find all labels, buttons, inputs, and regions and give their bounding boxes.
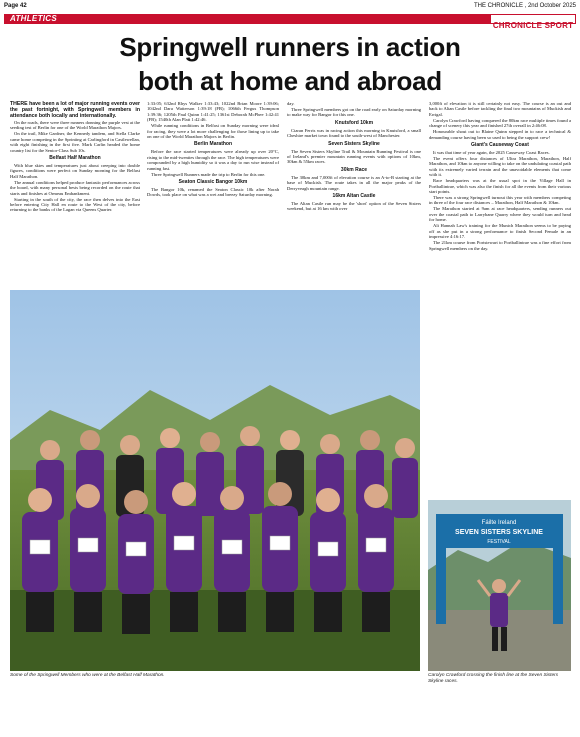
paragraph: The Seven Sisters Skyline Trail & Mountain Running Festival is one of Ireland's premier mountain running events with options of 10km, 30km & 55km races. [287,148,421,165]
paragraph: There was a strong Springwell turnout this year with members competing in three of the four race distances – Marathon, Half Marathon & 10km. [429,195,571,206]
paragraph: The 21km course from Portstewart to Portballintrae was a fine effort from Springwell members on the day. [429,240,571,251]
photo-caption: Some of the Springwell Members who were at the Belfast Half Marathon. [10,673,165,678]
paragraph: 1:33:05; 632nd Rhys Walker 1:33:43; 1022nd Brian Moore 1:39:06; 1042nd Dara Watterson 1:39:18 (FB); 1066th Fergus Thompson 1:39:36; 1205th Paul Quinn 1:41:25; 1361st Deborah McPhee 1:42:41 (FB); 1540th Alan Platt 1:42:46. [147,101,279,123]
photo-caption: Carolyn Crawford crossing the finish line at the Seven Sisters Skyline races. [428,673,559,684]
paragraph: Honourable shout out to Blaine Quinn stepped in to race a technical & demanding course having been so used to being the support crew! [429,129,571,140]
headline [10,30,570,98]
banner-subtitle: FESTIVAL [487,539,511,545]
paragraph: Carolyn Crawford having conquered the 80km race multiple times found a change of scenery this year and finished 27th overall in 2:46:08. [429,117,571,129]
paragraph: The Altan Castle run may be the 'short' option of the Seven Sisters weekend, but at 16 km with over [287,201,421,212]
subheading: Giant's Causeway Coast [471,142,529,149]
section-label: ATHLETICS [10,14,57,23]
section-bar [4,14,576,30]
paragraph: The Bangor 10k, renamed the Seaton Classic 10k after Norah Dowds, took place on what was a wet and breezy Saturday morning. [147,187,279,198]
group-photo-illustration [10,290,420,671]
subheading: Knutsford 10km [334,119,374,126]
brand-box [490,14,576,30]
paragraph: Ali Hannah Law's training for the Munich Marathon seems to be paying off as she put in a strong performance to finish Second Female in an impressive 4:16:17. [429,223,571,240]
banner-title: SEVEN SISTERS SKYLINE [455,529,543,536]
paragraph: The event offers four distances of Ultra Marathon, Marathon, Half Marathon, and 10km to anyone willing to take on the undulating coastal path with its extremely varied terrain and the unavoidable elements that come with it. [429,156,571,178]
subheading: Seaton Classic Bangor 10km [178,179,248,186]
finish-line-photo [428,500,571,671]
banner-brand: Fáilte Ireland [481,520,517,526]
paragraph: Starting in the south of the city, the race then delves into the East before entering City Hall en route to the West of the city, before returning to the banks of the Lagan via Queens Quarter. [10,196,140,213]
paragraph: With blue skies and temperatures just about creeping into double figures, conditions were perfect on Sunday morning for the Belfast Half Marathon. [10,163,140,179]
subheading: Berlin Marathon [193,141,233,148]
publication-line: THE CHRONICLE , 2nd October 2025 [473,3,576,9]
paragraph: On the trail, Mike Gardner, the Kennedy tandem, and Stella Clarke came home competing in the Sprinting at Carlingford in Castlewellan, with eight finishing in the first five. Mark Carlin headed the home country list for the Senior-Class Sub 10s. [10,131,140,153]
paragraph: It was that time of year again, the 2025 Causeway Coast Races. [433,150,550,156]
headline-line-1: Springwell runners in action [119,32,461,62]
page-folio [4,2,576,12]
group-photo [10,290,420,671]
finish-line-illustration [428,500,571,671]
brand-label: CHRONICLE SPORT [492,21,574,30]
paragraph: Before the race started temperatures were already up over 20°C, rising to the mid-twenties through the race. The high temperatures were compounded by a high humidity so it was a day to run wise instead of running fast. [147,149,279,171]
paragraph: The Marathon started at 9am at race headquarters, sending runners out over the coastal path to Larrybane Quarry where they would turn and head for home. [429,206,571,223]
paragraph: On the roads, there were three runners donning the purple vest at the seeding test of Berlin for one of the World Marathon Majors. [10,120,140,131]
paragraph: Ciaran Ferris was in racing action this morning in Knutsford, a small Cheshire market town found to the south-west of Manchester. [287,127,421,139]
paragraph: The annual conditions helped produce fantastic performances across the board, with many personal bests being recorded on the route that starts and finishes at Ormeau Embankment. [10,179,140,196]
subheading: Seven Sisters Skyline [328,140,380,147]
paragraph: day. [287,101,295,106]
paragraph: 3,000ft of elevation it is still certainly not easy. The course is an out and back to Altan Castle before tackling the final two mountains of Muckish and Errigal. [429,101,571,117]
article-column-4 [429,101,571,498]
article-lead: THERE have been a lot of major running events over the past fortnight, with Springwell members in attendance both locally and internationally. [10,101,140,119]
subheading: 16km Altan Castle [332,193,376,200]
article-column-1 [10,101,140,288]
subheading: 30km Race [340,166,368,173]
headline-line-2: both at home and abroad [138,66,442,96]
paragraph: Three Springwell Runners made the trip to Berlin for this one. [151,171,266,177]
paragraph: While running conditions in Belfast on Sunday morning were ideal for racing, they were a lot more challenging for those lining up to take on one of the World Marathon Majors in Berlin. [147,123,279,140]
page-number: Page 42 [4,3,27,9]
subheading: Belfast Half Marathon [49,155,101,162]
paragraph: The 30km and 7,000ft of elevation course is an A-to-B starting at the base of Muckish. The route takes in all the major peaks of the Derryveagh mountain range. [287,174,421,191]
paragraph: Three Springwell members got on the road early on Saturday morning to make way for Bangor for this one. [287,107,421,118]
paragraph: Race headquarters was at the usual spot in the Village Hall in Portballintrae, which was also the finish for all the events from their various start points. [429,178,571,195]
